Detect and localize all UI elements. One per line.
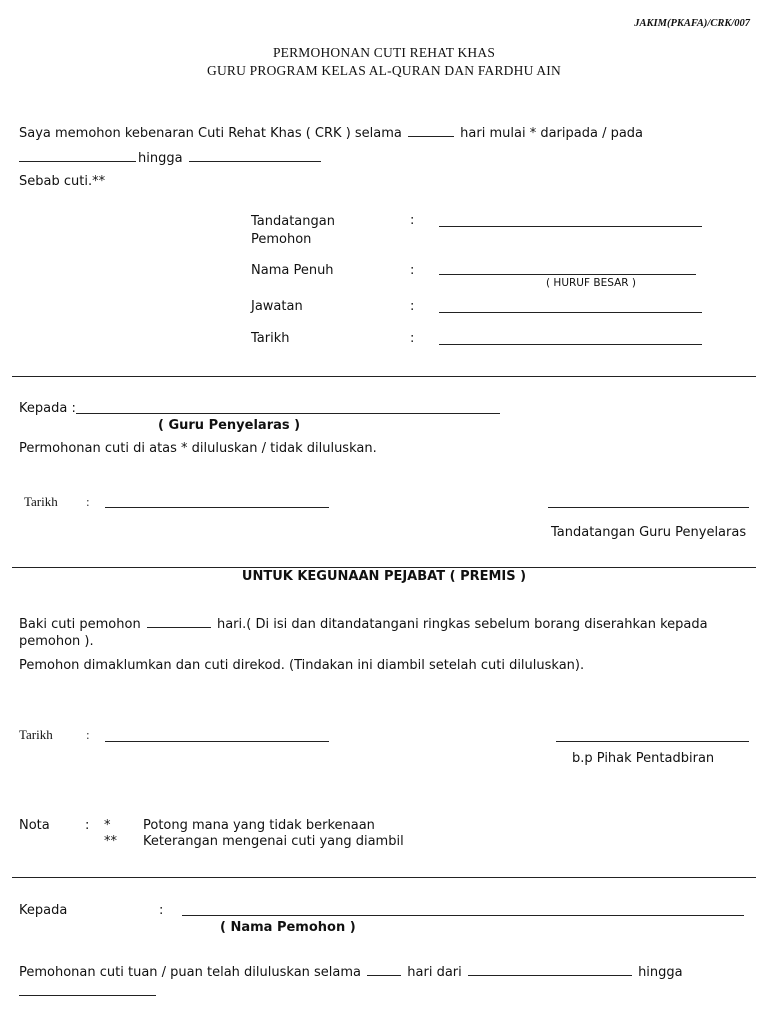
coordinator-date-blank[interactable] <box>105 507 329 508</box>
reply-days-blank[interactable] <box>367 964 401 976</box>
applicant-name-blank[interactable] <box>182 915 744 916</box>
balance-text-c: pemohon ). <box>19 634 94 649</box>
applicant-caption: ( Nama Pemohon ) <box>220 920 356 935</box>
note-mark-2: ** <box>104 834 117 849</box>
office-signature-caption: b.p Pihak Pentadbiran <box>572 751 715 766</box>
section-divider-1 <box>12 376 756 377</box>
coordinator-date-label: Tarikh <box>24 494 58 509</box>
coordinator-signature-caption: Tandatangan Guru Penyelaras <box>551 525 747 540</box>
office-heading: UNTUK KEGUNAAN PEJABAT ( PREMIS ) <box>241 569 527 584</box>
field-fullname-label: Nama Penuh <box>251 263 334 278</box>
note-mark-1: * <box>104 818 111 833</box>
coordinator-signature-blank[interactable] <box>548 507 749 508</box>
start-date-blank[interactable] <box>19 150 136 162</box>
notes-colon: : <box>85 818 90 833</box>
position-blank[interactable] <box>439 312 702 313</box>
application-text-a: Saya memohon kebenaran Cuti Rehat Khas ( CRK ) selama <box>19 126 402 141</box>
balance-text-a: Baki cuti pemohon <box>19 617 141 632</box>
coordinator-date-colon: : <box>86 494 90 509</box>
form-reference: JAKIM(PKAFA)/CRK/007 <box>634 18 750 29</box>
signature-blank[interactable] <box>439 226 702 227</box>
reply-end-blank[interactable] <box>19 995 156 996</box>
section-divider-3 <box>12 877 756 878</box>
office-date-blank[interactable] <box>105 741 329 742</box>
field-date-label: Tarikh <box>251 331 290 346</box>
application-text-b: hari mulai * daripada / pada <box>460 126 644 141</box>
field-signature-colon: : <box>410 213 415 228</box>
notes-label: Nota <box>19 818 50 833</box>
reply-text-b: hari dari <box>407 965 462 980</box>
office-informed: Pemohon dimaklumkan dan cuti direkod. (Tindakan ini diambil setelah cuti diluluskan). <box>19 658 585 673</box>
field-date-colon: : <box>410 331 415 346</box>
office-signature-blank[interactable] <box>556 741 749 742</box>
balance-text-b: hari.( Di isi dan ditandatangani ringkas sebelum borang diserahkan kepada <box>216 617 708 632</box>
date-blank[interactable] <box>439 344 702 345</box>
coordinator-statement: Permohonan cuti di atas * diluluskan / tidak diluluskan. <box>19 441 377 456</box>
coordinator-name-blank[interactable] <box>76 413 500 414</box>
field-signature-label: Tandatangan Pemohon <box>251 214 335 247</box>
fullname-blank[interactable] <box>439 274 696 275</box>
coordinator-to-label: Kepada : <box>19 401 76 416</box>
note-text-1: Potong mana yang tidak berkenaan <box>143 818 375 833</box>
reply-to-colon: : <box>159 903 164 918</box>
field-position-label: Jawatan <box>251 299 303 314</box>
reply-text-c: hingga <box>638 965 683 980</box>
office-date-label: Tarikh <box>19 727 53 742</box>
reply-statement-line <box>19 964 683 980</box>
coordinator-caption: ( Guru Penyelaras ) <box>158 418 301 433</box>
reason-label: Sebab cuti.** <box>19 174 106 189</box>
days-blank[interactable] <box>408 125 454 137</box>
capital-letters-note: ( HURUF BESAR ) <box>546 277 636 289</box>
reply-to-label: Kepada <box>19 903 68 918</box>
form-title-line2: GURU PROGRAM KELAS AL-QURAN DAN FARDHU AIN <box>207 63 561 78</box>
until-text: hingga <box>138 151 183 166</box>
office-balance-line <box>19 616 708 632</box>
reply-text-a: Pemohonan cuti tuan / puan telah diluluskan selama <box>19 965 362 980</box>
office-date-colon: : <box>86 727 90 742</box>
end-date-blank[interactable] <box>189 150 321 162</box>
balance-blank[interactable] <box>147 616 211 628</box>
application-line2 <box>19 150 323 166</box>
reply-start-blank[interactable] <box>468 964 632 976</box>
field-position-colon: : <box>410 299 415 314</box>
note-text-2: Keterangan mengenai cuti yang diambil <box>143 834 404 849</box>
field-fullname-colon: : <box>410 263 415 278</box>
section-divider-2 <box>12 567 756 568</box>
application-line1 <box>19 125 643 141</box>
form-title-line1: PERMOHONAN CUTI REHAT KHAS <box>272 45 496 60</box>
